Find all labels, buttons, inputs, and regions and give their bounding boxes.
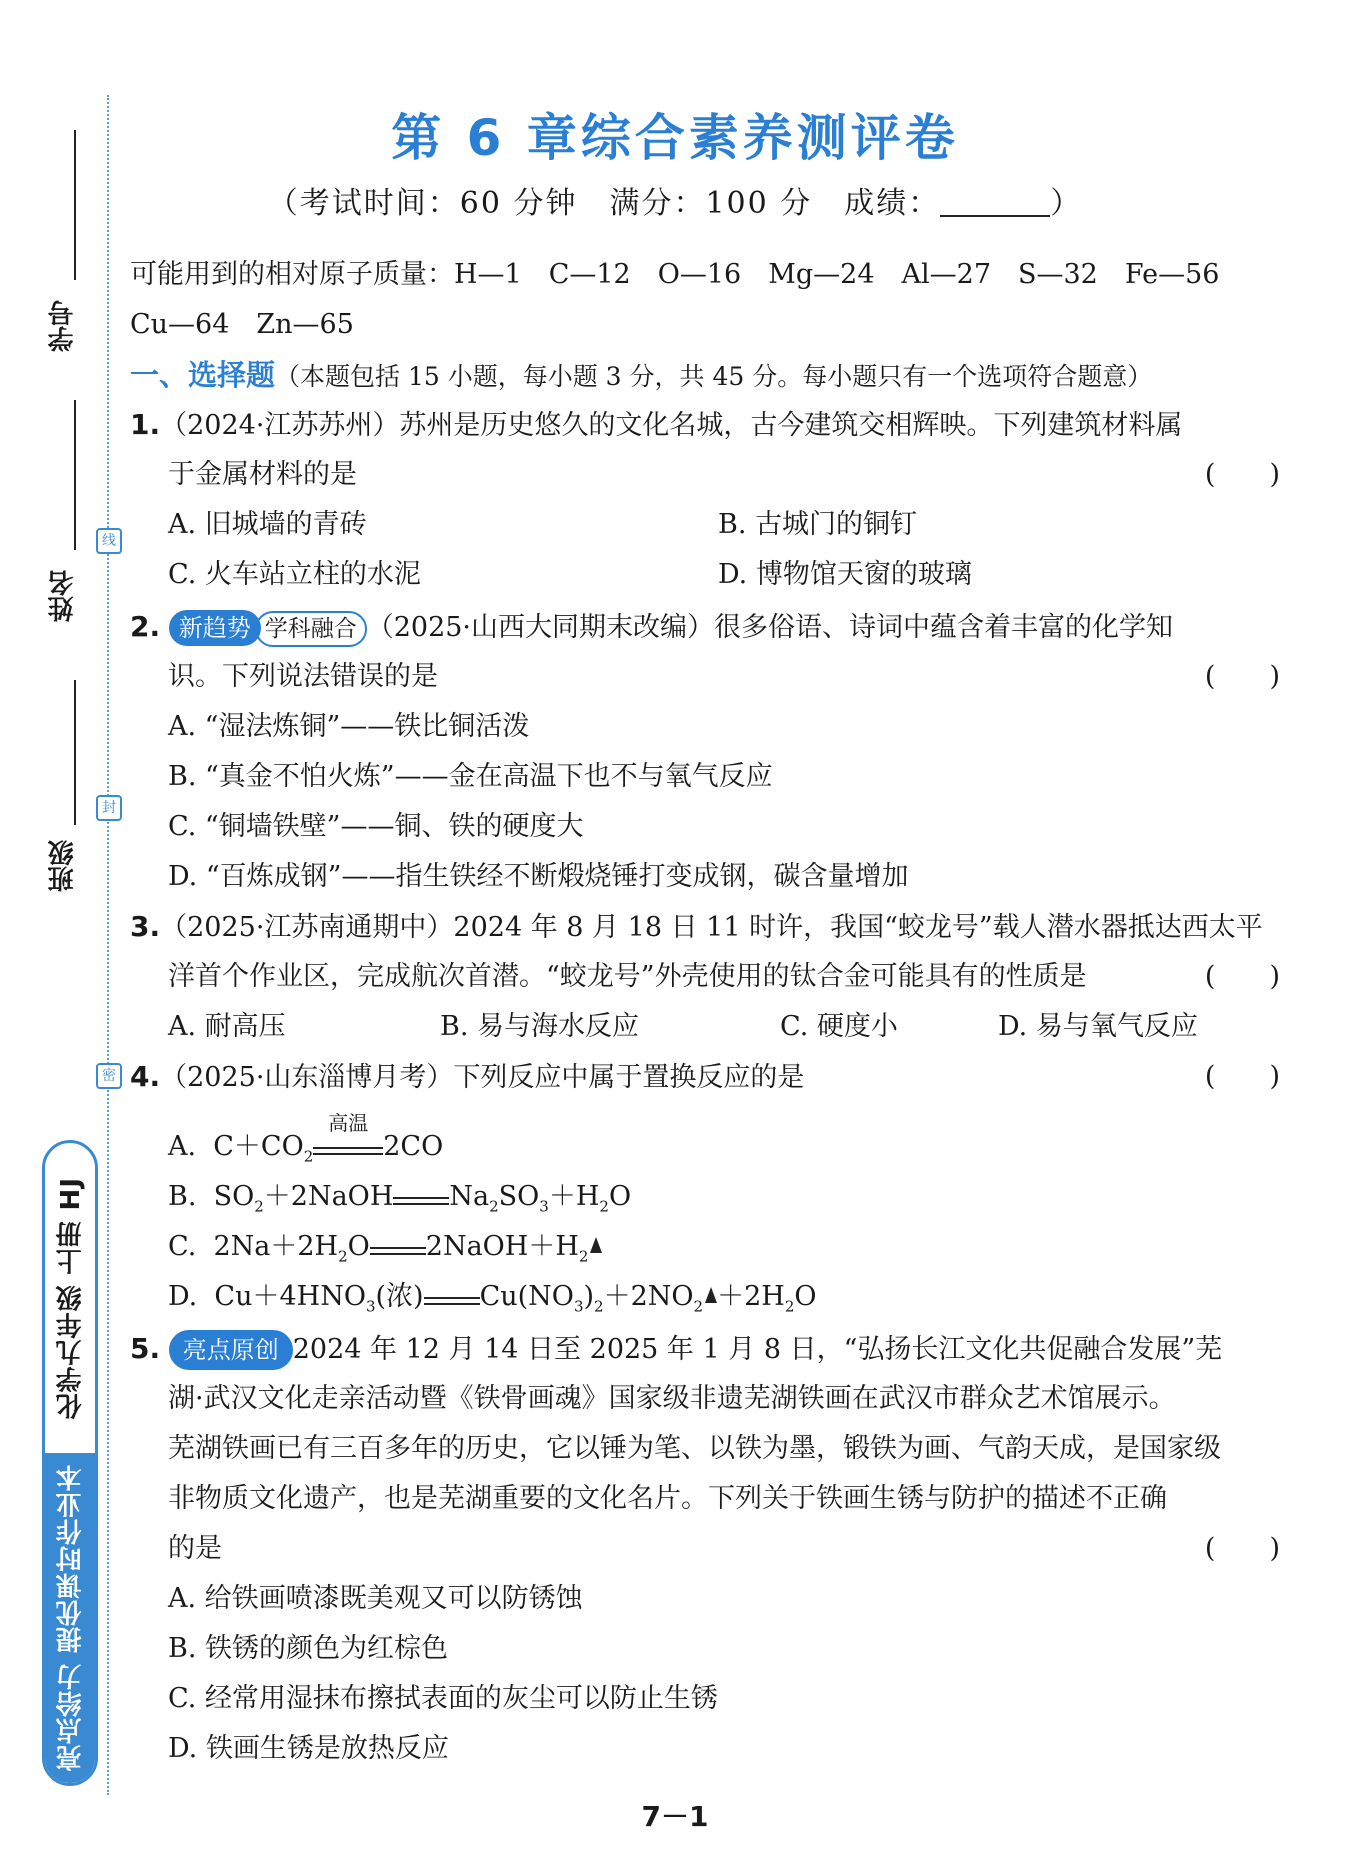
q5-option-a[interactable]: A. 给铁画喷漆既美观又可以防锈蚀 bbox=[168, 1583, 583, 1614]
spine-grade: 化学九年级 上册 HJ bbox=[55, 1176, 86, 1420]
q4-option-b[interactable]: B. $SO_2+2NaOH$ $Na_2SO_3+H_2O$ bbox=[168, 1181, 632, 1216]
q5-line1: 2024 年 12 月 14 日至 2025 年 1 月 8 日，“弘扬长江文化共促融合发展”芜 bbox=[292, 1334, 1223, 1365]
q5-option-d[interactable]: D. 铁画生锈是放热反应 bbox=[168, 1733, 449, 1764]
q5-line4: 非物质文化遗产，也是芜湖重要的文化名片。下列关于铁画生锈与防护的描述不正确 bbox=[168, 1483, 1167, 1514]
exam-info-close: ） bbox=[1050, 186, 1083, 221]
atomic-masses-line2: Cu—64 Zn—65 bbox=[130, 309, 354, 340]
q4-a-equals-sign bbox=[313, 1110, 383, 1155]
q4-stem bbox=[130, 1052, 804, 1103]
q1-option-c[interactable]: C. 火车站立柱的水泥 bbox=[168, 559, 421, 590]
cut-mark-line: 线 bbox=[96, 528, 122, 554]
q1-number: 1. bbox=[130, 408, 161, 441]
q2-discipline-badge: 学科融合 bbox=[255, 611, 367, 647]
binding-dotted-line bbox=[107, 95, 109, 1795]
q5-option-c[interactable]: C. 经常用湿抹布擦拭表面的灰尘可以防止生锈 bbox=[168, 1683, 718, 1714]
q3-line1: （2025·江苏南通期中）2024 年 8 月 18 日 11 时许，我国“蛟龙号”载人潜水器抵达西太平 bbox=[160, 912, 1263, 943]
class-label: 班级 bbox=[48, 840, 78, 892]
q4-answer-paren[interactable]: ( ) bbox=[1204, 1061, 1280, 1092]
q1-answer-paren[interactable]: ( ) bbox=[1204, 459, 1280, 490]
q2-trend-badge: 新趋势 bbox=[169, 610, 261, 646]
q3-option-d[interactable]: D. 易与氧气反应 bbox=[998, 1011, 1198, 1042]
q5-line2: 湖·武汉文化走亲活动暨《铁骨画魂》国家级非遗芜湖铁画在武汉市群众艺术馆展示。 bbox=[168, 1383, 1176, 1414]
q2-option-a[interactable]: A. “湿法炼铜”——铁比铜活泼 bbox=[168, 711, 530, 742]
q3-option-a[interactable]: A. 耐高压 bbox=[168, 1011, 286, 1042]
page-number: 7－1 bbox=[641, 1800, 709, 1833]
q1-line2: 于金属材料的是 bbox=[168, 459, 357, 490]
q2-number: 2. bbox=[130, 610, 161, 643]
q3-option-b[interactable]: B. 易与海水反应 bbox=[440, 1011, 640, 1042]
book-spine-label bbox=[42, 1140, 98, 1786]
score-blank bbox=[940, 189, 1050, 217]
q2-option-b[interactable]: B. “真金不怕火炼”——金在高温下也不与氧气反应 bbox=[168, 761, 773, 792]
q1-stem bbox=[130, 400, 1182, 451]
q1-option-b[interactable]: B. 古城门的铜钉 bbox=[718, 509, 918, 540]
q2-stem bbox=[130, 602, 1173, 653]
q2-option-c[interactable]: C. “铜墙铁壁”——铜、铁的硬度大 bbox=[168, 811, 584, 842]
q4-a-condition: 高温 bbox=[328, 1110, 369, 1135]
q3-option-c[interactable]: C. 硬度小 bbox=[780, 1011, 898, 1042]
q5-line3: 芜湖铁画已有三百多年的历史，它以锤为笔、以铁为墨，锻铁为画、气韵天成，是国家级 bbox=[168, 1433, 1221, 1464]
student-id-label: 学号 bbox=[48, 300, 78, 352]
exam-info bbox=[0, 178, 1350, 222]
q2-line2: 识。下列说法错误的是 bbox=[168, 661, 438, 692]
q3-line2: 洋首个作业区，完成航次首潜。“蛟龙号”外壳使用的钛合金可能具有的性质是 bbox=[168, 961, 1087, 992]
q2-answer-paren[interactable]: ( ) bbox=[1204, 661, 1280, 692]
q5-number: 5. bbox=[130, 1332, 161, 1365]
cut-mark-dense: 密 bbox=[96, 1063, 122, 1089]
q5-stem bbox=[130, 1324, 1222, 1375]
section-description: （本题包括 15 小题，每小题 3 分，共 45 分。每小题只有一个选项符合题意） bbox=[275, 362, 1153, 391]
section-title: 一、选择题 bbox=[130, 358, 276, 392]
q4-option-a[interactable]: A. $C+CO_2$ 高温 2CO bbox=[168, 1110, 444, 1166]
name-blank bbox=[74, 400, 76, 550]
q4-option-c[interactable]: C. $2Na+2H_2O$ $2NaOH+H_2$ bbox=[168, 1222, 602, 1281]
page-title: 第 6 章综合素养测评卷 bbox=[391, 109, 959, 167]
q2-line1: （2025·山西大同期末改编）很多俗语、诗词中蕴含着丰富的化学知 bbox=[366, 612, 1174, 643]
q3-stem bbox=[130, 902, 1263, 953]
q5-original-badge: 亮点原创 bbox=[169, 1330, 293, 1370]
q4-option-d[interactable]: D. $Cu+4HNO_3$(浓) $Cu(NO_3)_2+2NO_2 +2H_2O$ bbox=[168, 1281, 817, 1316]
spine-series: 亮点给力 提优课时作业本 bbox=[55, 1464, 86, 1772]
q4-line1: （2025·山东淄博月考）下列反应中属于置换反应的是 bbox=[160, 1062, 805, 1093]
q1-option-d[interactable]: D. 博物馆天窗的玻璃 bbox=[718, 559, 972, 590]
atomic-masses-line1: 可能用到的相对原子质量：H—1 C—12 O—16 Mg—24 Al—27 S—32 Fe—56 bbox=[130, 259, 1220, 290]
q4-number: 4. bbox=[130, 1060, 161, 1093]
q5-option-b[interactable]: B. 铁锈的颜色为红棕色 bbox=[168, 1633, 449, 1664]
name-label: 姓名 bbox=[48, 570, 78, 622]
q3-answer-paren[interactable]: ( ) bbox=[1204, 961, 1280, 992]
q5-line5: 的是 bbox=[168, 1533, 222, 1564]
q3-number: 3. bbox=[130, 910, 161, 943]
section-heading bbox=[130, 350, 1152, 402]
q1-option-a[interactable]: A. 旧城墙的青砖 bbox=[168, 509, 367, 540]
cut-mark-seal: 封 bbox=[96, 795, 122, 821]
class-blank bbox=[74, 680, 76, 825]
q2-option-d[interactable]: D. “百炼成钢”——指生铁经不断煅烧锤打变成钢，碳含量增加 bbox=[168, 861, 909, 892]
exam-info-text: （考试时间：60 分钟 满分：100 分 成绩： bbox=[267, 186, 941, 221]
q5-answer-paren[interactable]: ( ) bbox=[1204, 1533, 1280, 1564]
q1-line1: （2024·江苏苏州）苏州是历史悠久的文化名城，古今建筑交相辉映。下列建筑材料属 bbox=[160, 410, 1183, 441]
